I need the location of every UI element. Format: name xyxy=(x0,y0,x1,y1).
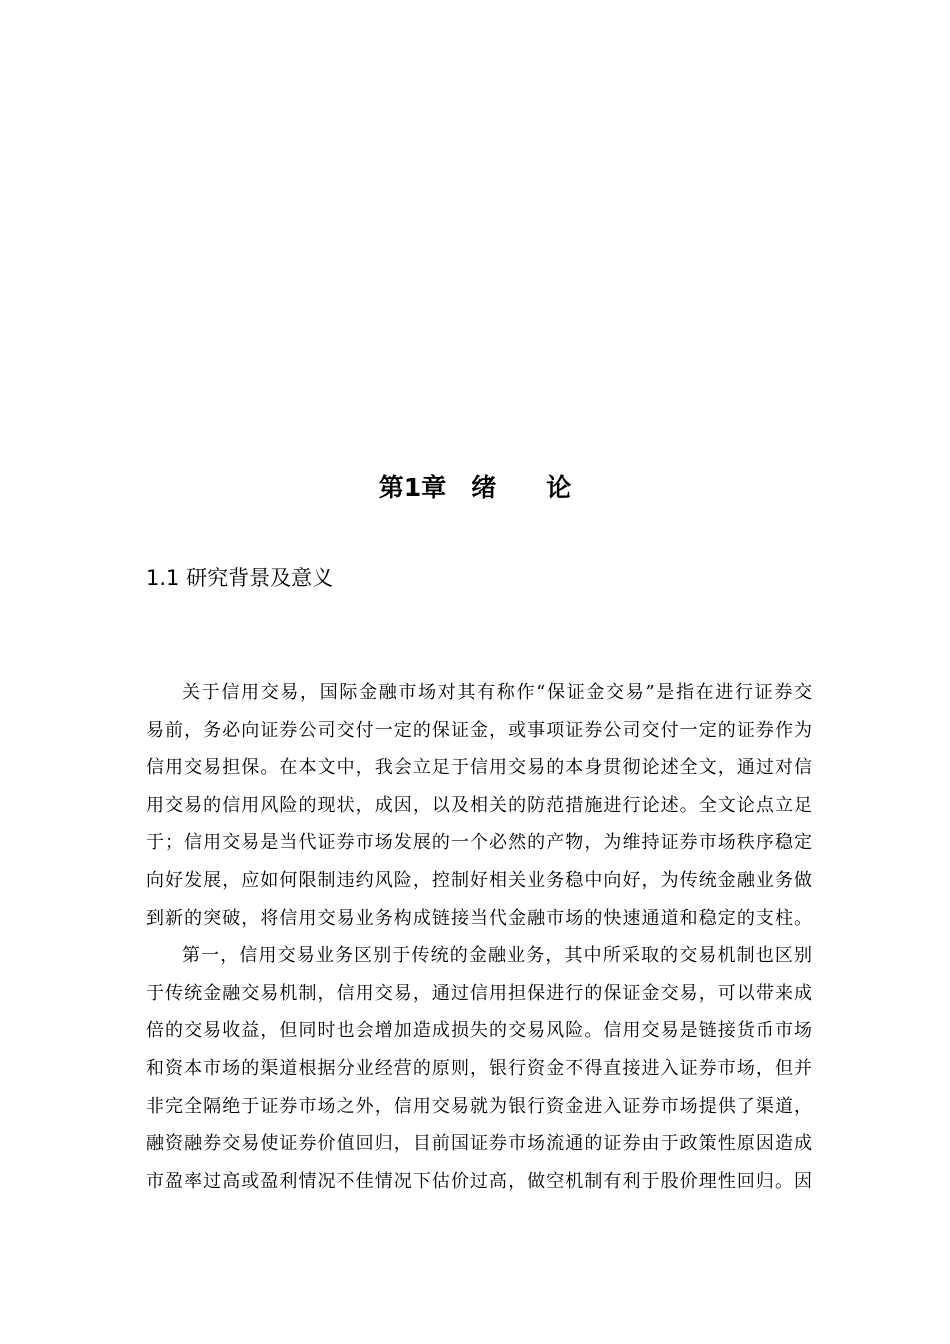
body-line: 第一，信用交易业务区别于传统的金融业务，其中所采取的交易机制也区别 xyxy=(182,945,812,967)
body-line: 于；信用交易是当代证券市场发展的一个必然的产物，为维持证券市场秩序稳定 xyxy=(146,832,812,854)
body-line: 非完全隔绝于证券市场之外，信用交易就为银行资金进入证券市场提供了渠道， xyxy=(146,1095,812,1117)
chapter-title: 第1章 绪 论 xyxy=(378,473,572,502)
body-line: 到新的突破，将信用交易业务构成链接当代金融市场的快速通道和稳定的支柱。 xyxy=(146,907,812,929)
body-line: 倍的交易收益，但同时也会增加造成损失的交易风险。信用交易是链接货币市场 xyxy=(146,1020,812,1042)
body-line: 用交易的信用风险的现状，成因，以及相关的防范措施进行论述。全文论点立足 xyxy=(146,794,812,816)
body-line: 向好发展，应如何限制违约风险，控制好相关业务稳中向好，为传统金融业务做 xyxy=(146,869,812,891)
body-text xyxy=(146,674,812,1200)
body-line: 市盈率过高或盈利情况不佳情况下估价过高，做空机制有利于股价理性回归。因 xyxy=(146,1170,812,1192)
body-line: 于传统金融交易机制，信用交易，通过信用担保进行的保证金交易，可以带来成 xyxy=(146,982,812,1004)
body-line: 融资融券交易使证券价值回归，目前国证券市场流通的证券由于政策性原因造成 xyxy=(146,1133,812,1155)
body-line: 和资本市场的渠道根据分业经营的原则，银行资金不得直接进入证券市场，但并 xyxy=(146,1057,812,1079)
body-line: 易前，务必向证券公司交付一定的保证金，或事项证券公司交付一定的证券作为 xyxy=(146,719,812,741)
body-line: 信用交易担保。在本文中，我会立足于信用交易的本身贯彻论述全文，通过对信 xyxy=(146,757,812,779)
section-title: 1.1 研究背景及意义 xyxy=(146,566,334,590)
body-line: 关于信用交易，国际金融市场对其有称作“保证金交易”是指在进行证券交 xyxy=(182,682,812,703)
